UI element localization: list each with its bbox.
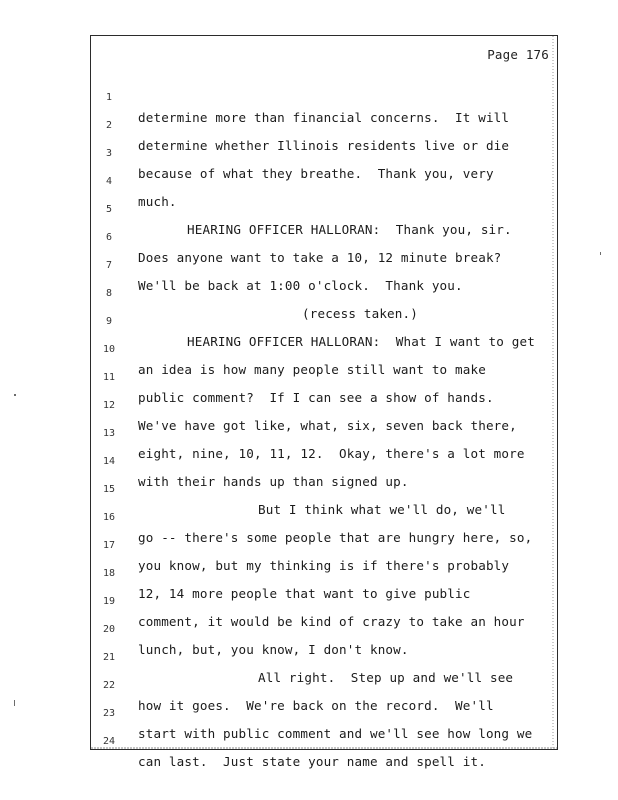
line-number: 15 [102, 484, 116, 495]
line-number: 17 [102, 540, 116, 551]
line-number: 20 [102, 624, 116, 635]
scan-speck [600, 252, 601, 255]
recess-note: (recess taken.) [302, 306, 418, 321]
line-text: Does anyone want to take a 10, 12 minute break? [138, 250, 502, 265]
line-text: But I think what we'll do, we'll [258, 502, 506, 517]
line-text: comment, it would be kind of crazy to take an hour [138, 614, 525, 629]
line-number: 1 [105, 92, 113, 103]
line-text: 12, 14 more people that want to give public [138, 586, 471, 601]
line-text: much. [138, 194, 177, 209]
transcript-page [90, 35, 558, 769]
line-number: 12 [102, 400, 116, 411]
transcript-line [91, 68, 557, 125]
scan-speck [14, 394, 16, 396]
line-text: an idea is how many people still want to make [138, 362, 486, 377]
line-number: 9 [105, 316, 113, 327]
line-number: 18 [102, 568, 116, 579]
line-text: determine whether Illinois residents live or die [138, 138, 510, 153]
line-number: 23 [102, 708, 116, 719]
line-number: 14 [102, 456, 116, 467]
line-number: 3 [105, 148, 113, 159]
line-number: 11 [102, 372, 116, 383]
line-number: 5 [105, 204, 113, 215]
line-number: 22 [102, 680, 116, 691]
line-text: you know, but my thinking is if there's probably [138, 558, 510, 573]
line-text: how it goes. We're back on the record. We'll [138, 698, 494, 713]
line-text: go -- there's some people that are hungry here, so, [138, 530, 533, 545]
line-number: 8 [105, 288, 113, 299]
speaker-line-text: HEARING OFFICER HALLORAN: Thank you, sir. [187, 222, 512, 237]
line-number: 24 [102, 736, 116, 747]
line-number: 21 [102, 652, 116, 663]
speaker-line-text: HEARING OFFICER HALLORAN: What I want to get [187, 334, 535, 349]
line-text: We've have got like, what, six, seven back there, [138, 418, 517, 433]
line-number: 16 [102, 512, 116, 523]
line-number: 6 [105, 232, 113, 243]
line-text: because of what they breathe. Thank you, very [138, 166, 494, 181]
line-text: start with public comment and we'll see how long we [138, 726, 533, 741]
line-text: All right. Step up and we'll see [258, 670, 514, 685]
line-text: lunch, but, you know, I don't know. [138, 642, 409, 657]
line-number: 13 [102, 428, 116, 439]
line-number: 4 [105, 176, 113, 187]
line-number: 10 [102, 344, 116, 355]
line-text: We'll be back at 1:00 o'clock. Thank you. [138, 278, 463, 293]
scan-speck [14, 700, 15, 706]
line-text: eight, nine, 10, 11, 12. Okay, there's a lot more [138, 446, 525, 461]
line-text: with their hands up than signed up. [138, 474, 409, 489]
line-text: public comment? If I can see a show of hands. [138, 390, 494, 405]
line-text: can last. Just state your name and spell it. [138, 754, 486, 769]
line-number: 7 [105, 260, 113, 271]
page-number: Page 176 [487, 47, 549, 62]
line-text: determine more than financial concerns. It will [138, 110, 510, 125]
line-number: 19 [102, 596, 116, 607]
line-number: 2 [105, 120, 113, 131]
